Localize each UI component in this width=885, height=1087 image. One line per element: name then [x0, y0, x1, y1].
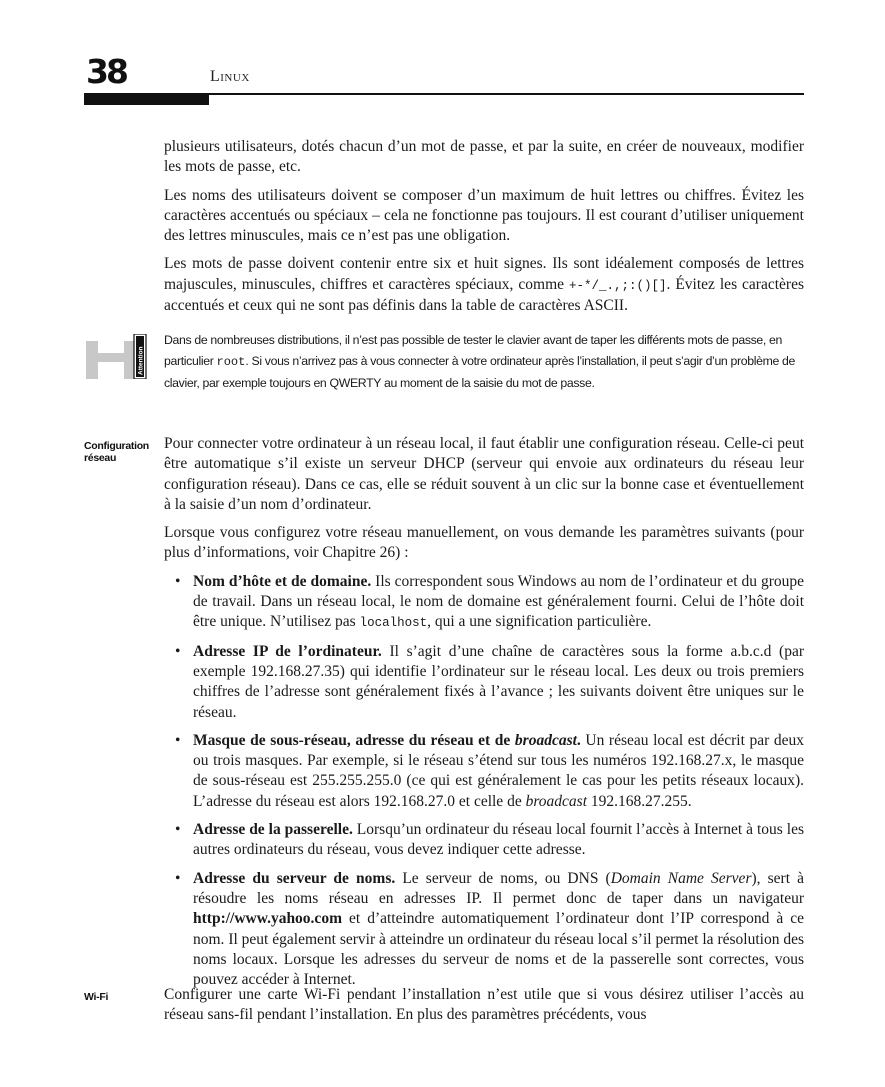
config-section: [164, 434, 804, 990]
list-item: • Masque de sous-réseau, adresse du réseau et de broadcast. Un réseau local est décrit par deux ou trois masques. Par exemple, si le réseau s’étend sur tous les numéros 192.168.27.x, le masque de sous-réseau est 255.255.255.0 (ce qui est généralement le cas pour les petits réseaux locaux). L’adresse du réseau est alors 192.168.27.0 et celle de broadcast 192.168.27.255.: [175, 731, 804, 810]
list-item: • Adresse IP de l’ordinateur. Il s’agit d’une chaîne de caractères sous la forme a.b.c.d (par exemple 192.168.27.35) qui identifie l’ordinateur sur le réseau local. Les deux ou trois premiers chiffres de l’adresse sont généralement fixés à l’avance ; les suivants doivent être uniques sur le réseau.: [175, 642, 804, 721]
url-text: http://www.yahoo.com: [193, 910, 342, 928]
paragraph: Les mots de passe doivent contenir entre six et huit signes. Ils sont idéalement composés de lettres majuscules, minuscules, chiffres et caractères spéciaux, comme +-*/_.,;:()[]. Évitez les caractères accentués et ceux qui ne sont pas définis dans la table de caractères ASCII.: [164, 255, 804, 315]
bullet-icon: •: [175, 869, 181, 887]
margin-label-wifi: Wi-Fi: [84, 991, 109, 1003]
inline-code: localhost: [359, 616, 428, 631]
attention-icon: [86, 334, 148, 379]
list-item: • Adresse du serveur de noms. Le serveur de noms, ou DNS (Domain Name Server), sert à résoudre les noms réseau en adresses IP. Il permet donc de taper dans un navigateur http://www.yahoo.com et d’atteindre automatiquement l’ordinateur dont l’IP correspond à ce nom. Il peut également servir à atteindre un ordinateur du réseau local s’il permet la résolution des noms locaux. Lorsque les adresses du serveur de noms et de la passerelle sont correctes, vous pouvez accéder à Internet.: [175, 869, 804, 989]
inline-code: +-*/_.,;:()[]: [568, 278, 667, 293]
margin-label-configuration: Configuration réseau: [84, 440, 149, 464]
inline-code: root: [216, 355, 246, 369]
bullet-icon: •: [175, 642, 181, 660]
page-number: 38: [86, 52, 126, 91]
paragraph: Configurer une carte Wi-Fi pendant l’installation n’est utile que si vous désirez utiliser l’accès au réseau sans-fil pendant l’installation. En plus des paramètres précédents, vous: [164, 986, 804, 1024]
note-text: Dans de nombreuses distributions, il n’est pas possible de tester le clavier avant de taper les différents mots de passe, en particulier root. Si vous n’arrivez pas à vous connecter à votre ordinateur après l’installation, il peut s’agir d’un problème de clavier, par exemple toujours en QWERTY au moment de la saisie du mot de passe.: [164, 333, 795, 390]
intro-section: [164, 137, 804, 316]
bullet-list: [164, 572, 804, 991]
paragraph: Lorsque vous configurez votre réseau manuellement, on vous demande les paramètres suivants (pour plus d’informations, voir Chapitre 26) :: [164, 524, 804, 562]
bullet-icon: •: [175, 821, 181, 839]
paragraph: Les noms des utilisateurs doivent se composer d’un maximum de huit lettres ou chiffres. Évitez les caractères accentués ou spéciaux – cela ne fonctionne pas toujours. Il est courant d’utiliser uniquement des lettres minuscules, mais ce n’est pas une obligation.: [164, 186, 804, 245]
attention-label: Attention: [137, 346, 145, 375]
page-header: [0, 0, 885, 110]
paragraph: Pour connecter votre ordinateur à un réseau local, il faut établir une configuration réseau. Celle-ci peut être automatique s’il existe un serveur DHCP (serveur qui envoie aux ordinateurs du réseau leur configuration réseau). Dans ce cas, elle se réduit souvent à un clic sur la bonne case et éventuellement à la saisie d’un nom d’ordinateur.: [164, 435, 804, 513]
bullet-icon: •: [175, 572, 181, 590]
header-bar: [84, 95, 209, 105]
running-head: Linux: [210, 68, 250, 85]
paragraph: plusieurs utilisateurs, dotés chacun d’un mot de passe, et par la suite, en créer de nouveaux, modifier les mots de passe, etc.: [164, 138, 804, 176]
list-item: • Nom d’hôte et de domaine. Ils correspondent sous Windows au nom de l’ordinateur et du groupe de travail. Dans un réseau local, le nom de domaine est généralement fourni. Celui de l’hôte doit être unique. N’utilisez pas localhost, qui a une signification particulière.: [175, 572, 804, 631]
list-item: • Adresse de la passerelle. Lorsqu’un ordinateur du réseau local fournit l’accès à Internet à tous les autres ordinateurs du réseau, vous devez indiquer cette adresse.: [175, 821, 804, 859]
wifi-section: [164, 985, 804, 1026]
bullet-icon: •: [175, 731, 181, 749]
